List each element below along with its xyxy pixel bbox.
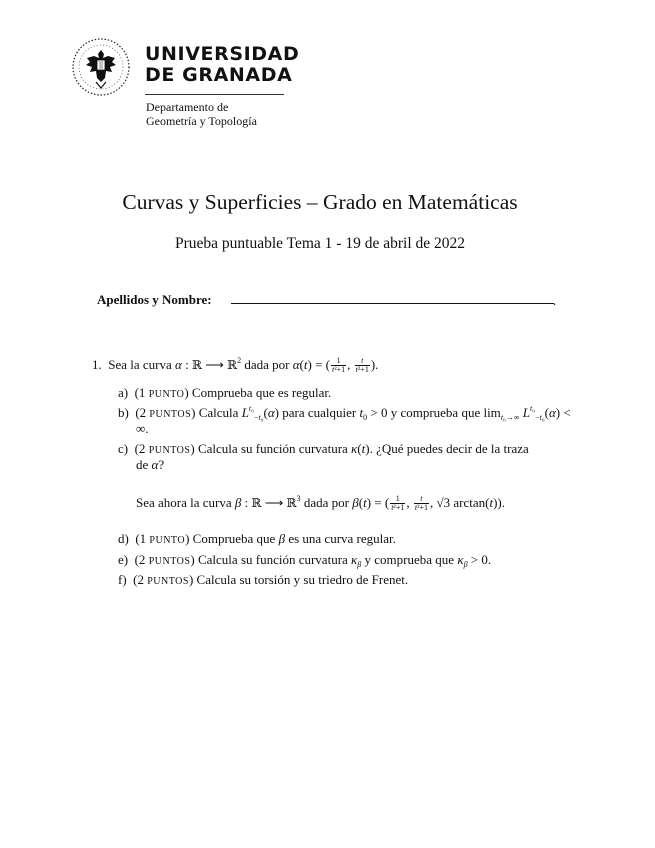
department-line2: Geometría y Topología [146,114,257,128]
item-c: c) (2 PUNTOS) Calcula su función curvatura κ(t). ¿Qué puedes decir de la traza [118,441,529,456]
problem-1-statement: 1. Sea la curva α : ℝ ⟶ ℝ$^2$ dada por α(t) = ( $\frac{1}{\text{t²+1}}$ , $\frac{t}{\text{t²+1}}$ ). [92,355,379,374]
university-seal-logo [68,36,134,98]
university-name-line2: DE GRANADA [145,64,293,86]
item-c-continuation: de α? [136,457,165,472]
item-b: b) (2 PUNTOS) Calcula $L^{t_0}_{-t_0}(\alpha)$ para cualquier $t_0 > 0$ y comprueba que $\lim_{t_0\to\infty} L^{t_0}_{-t_0}(\alpha)$ < [118,404,571,422]
university-name [145,43,300,86]
exam-subtitle: Prueba puntuable Tema 1 - 19 de abril de 2022 [174,235,466,252]
item-d: d) (1 PUNTO) Comprueba que β es una curva regular. [118,531,396,546]
item-a: a) (1 PUNTO) Comprueba que es regular. [118,385,332,400]
item-e: e) (2 PUNTOS) Calcula su función curvatura $\kappa_\beta$ y comprueba que $\kappa_\beta > 0$. [118,552,492,569]
department-name [146,100,257,128]
name-field-line [231,303,554,304]
name-label: Apellidos y Nombre: [97,292,212,307]
university-name-line1: UNIVERSIDAD [145,43,300,65]
item-b-continuation: ∞. [136,421,149,436]
name-field-end: . [553,293,557,308]
item-f: f) (2 PUNTOS) Calcula su torsión y su triedro de Frenet. [118,572,409,587]
department-line1: Departamento de [146,100,229,114]
header-divider [145,94,284,95]
second-statement: Sea ahora la curva β : ℝ ⟶ ℝ$^3$ dada por β(t) = ( $\frac{1}{\text{t²+1}}$ , $\frac{t}{\text{t²+1}}$ , √3 arctan(t)). [136,493,506,512]
page-title: Curvas y Superficies – Grado en Matemáticas [122,190,518,214]
